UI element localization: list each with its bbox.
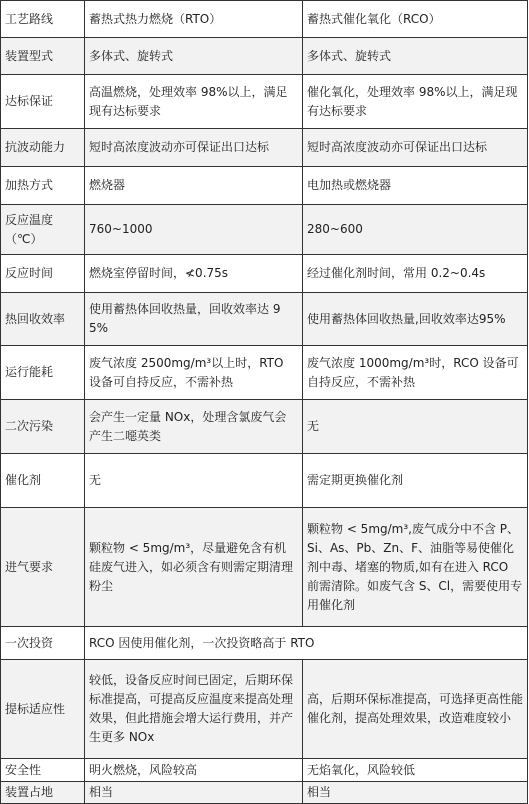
rto-value-cell: 较低，设备反应时间已固定，后期环保标准提高，可提高反应温度来提高处理效果，但此措施会增大运行费用，并产生更多 NOx xyxy=(85,660,303,759)
row-label-cell: 二次污染 xyxy=(1,400,85,454)
row-label-cell: 催化剂 xyxy=(1,454,85,508)
table-row xyxy=(1,75,528,129)
table-row xyxy=(1,255,528,293)
rto-value-cell: 多体式、旋转式 xyxy=(85,38,303,75)
rto-value-cell: 废气浓度 2500mg/m³以上时，RTO 设备可自持反应，不需补热 xyxy=(85,346,303,400)
rco-value-cell: 高，后期环保标准提高，可选择更高性能催化剂，提高处理效果，改造难度较小 xyxy=(303,660,528,759)
row-label-cell: 抗波动能力 xyxy=(1,129,85,167)
row-label-cell: 反应时间 xyxy=(1,255,85,293)
comparison-table-body xyxy=(1,1,528,804)
merged-value-cell: RCO 因使用催化剂，一次投资略高于 RTO xyxy=(85,627,528,660)
rto-value-cell: 短时高浓度波动亦可保证出口达标 xyxy=(85,129,303,167)
rto-value-cell: 燃烧器 xyxy=(85,167,303,205)
rco-value-cell: 短时高浓度波动亦可保证出口达标 xyxy=(303,129,528,167)
rto-value-cell: 无 xyxy=(85,454,303,508)
rco-value-cell: 电加热或燃烧器 xyxy=(303,167,528,205)
row-label-cell: 装置占地 xyxy=(1,782,85,804)
row-label-cell: 反应温度（℃） xyxy=(1,205,85,255)
row-label-cell: 运行能耗 xyxy=(1,346,85,400)
rto-value-cell: 相当 xyxy=(85,782,303,804)
table-row xyxy=(1,759,528,782)
row-label-cell: 热回收效率 xyxy=(1,293,85,346)
table-row xyxy=(1,508,528,627)
rco-value-cell: 无焰氧化，风险较低 xyxy=(303,759,528,782)
table-row xyxy=(1,400,528,454)
table-row xyxy=(1,454,528,508)
table-row xyxy=(1,1,528,38)
row-label-cell: 工艺路线 xyxy=(1,1,85,38)
table-row xyxy=(1,346,528,400)
row-label-cell: 安全性 xyxy=(1,759,85,782)
row-label-cell: 提标适应性 xyxy=(1,660,85,759)
rco-value-cell: 280~600 xyxy=(303,205,528,255)
row-label-cell: 装置型式 xyxy=(1,38,85,75)
row-label-cell: 达标保证 xyxy=(1,75,85,129)
table-row xyxy=(1,129,528,167)
table-row xyxy=(1,782,528,804)
rco-value-cell: 颗粒物 < 5mg/m³,废气成分中不含 P、Si、As、Pb、Zn、F、油脂等易使催化剂中毒、堵塞的物质,如有在进入 RCO 前需清除。如废气含 S、Cl，需要使用专用催化剂 xyxy=(303,508,528,627)
table-row xyxy=(1,205,528,255)
rco-value-cell: 催化氧化，处理效率 98%以上，满足现有达标要求 xyxy=(303,75,528,129)
rto-value-cell: 使用蓄热体回收热量，回收效率达 95% xyxy=(85,293,303,346)
rco-value-cell: 相当 xyxy=(303,782,528,804)
rto-value-cell: 明火燃烧，风险较高 xyxy=(85,759,303,782)
rco-value-cell: 蓄热式催化氧化（RCO） xyxy=(303,1,528,38)
table-row xyxy=(1,38,528,75)
rto-value-cell: 会产生一定量 NOx，处理含氯废气会产生二噁英类 xyxy=(85,400,303,454)
rto-value-cell: 高温燃烧，处理效率 98%以上，满足现有达标要求 xyxy=(85,75,303,129)
table-row xyxy=(1,293,528,346)
rco-value-cell: 多体式、旋转式 xyxy=(303,38,528,75)
row-label-cell: 加热方式 xyxy=(1,167,85,205)
rto-value-cell: 颗粒物 < 5mg/m³，尽量避免含有机硅废气进入，如必须含有则需定期清理粉尘 xyxy=(85,508,303,627)
rco-value-cell: 需定期更换催化剂 xyxy=(303,454,528,508)
table-row xyxy=(1,660,528,759)
rco-value-cell: 使用蓄热体回收热量,回收效率达95% xyxy=(303,293,528,346)
row-label-cell: 一次投资 xyxy=(1,627,85,660)
row-label-cell: 进气要求 xyxy=(1,508,85,627)
rto-value-cell: 蓄热式热力燃烧（RTO） xyxy=(85,1,303,38)
rco-value-cell: 无 xyxy=(303,400,528,454)
rco-value-cell: 经过催化剂时间，常用 0.2~0.4s xyxy=(303,255,528,293)
rto-value-cell: 燃烧室停留时间，≮0.75s xyxy=(85,255,303,293)
table-row xyxy=(1,627,528,660)
table-row xyxy=(1,167,528,205)
rto-value-cell: 760~1000 xyxy=(85,205,303,255)
rco-value-cell: 废气浓度 1000mg/m³时，RCO 设备可自持反应，不需补热 xyxy=(303,346,528,400)
